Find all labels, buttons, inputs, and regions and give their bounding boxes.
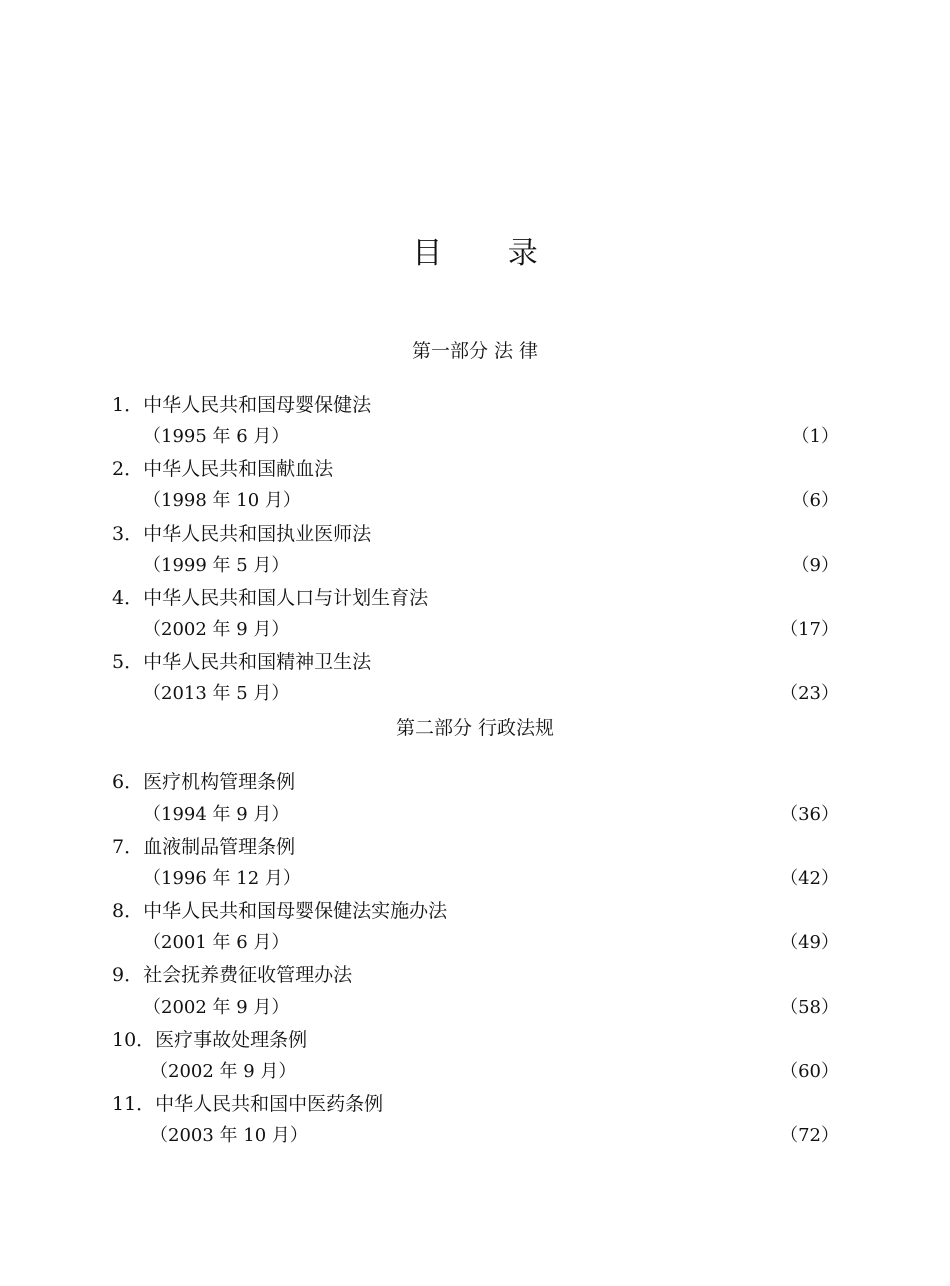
entry-date: （1995 年 6 月）	[143, 426, 290, 447]
entry-date: （2002 年 9 月）	[143, 619, 290, 640]
entry-page-number: （23）	[780, 683, 839, 704]
entry-title: 7．血液制品管理条例	[112, 836, 296, 858]
entry-page-number: （58）	[780, 997, 839, 1018]
entry-date: （2003 年 10 月）	[150, 1125, 308, 1146]
entry-page-number: （17）	[780, 619, 839, 640]
section-heading-regulations: 第二部分 行政法规	[395, 717, 555, 739]
entry-date: （1994 年 9 月）	[143, 804, 290, 825]
page-title: 目 录	[412, 236, 566, 271]
entry-title: 8．中华人民共和国母婴保健法实施办法	[112, 900, 448, 922]
entry-title: 1．中华人民共和国母婴保健法	[112, 394, 372, 416]
entry-page-number: （9）	[791, 555, 839, 576]
entry-date: （1998 年 10 月）	[143, 490, 301, 511]
entry-title: 9．社会抚养费征收管理办法	[112, 964, 353, 986]
entry-page-number: （36）	[780, 804, 839, 825]
entry-date: （2001 年 6 月）	[143, 932, 290, 953]
entry-page-number: （72）	[780, 1125, 839, 1146]
entry-title: 2．中华人民共和国献血法	[112, 458, 334, 480]
entry-date: （1999 年 5 月）	[143, 555, 290, 576]
entry-date: （1996 年 12 月）	[143, 868, 301, 889]
entry-title: 10．医疗事故处理条例	[112, 1029, 308, 1051]
entry-page-number: （1）	[791, 426, 839, 447]
entry-date: （2002 年 9 月）	[150, 1061, 297, 1082]
entry-title: 5．中华人民共和国精神卫生法	[112, 651, 372, 673]
entry-date: （2013 年 5 月）	[143, 683, 290, 704]
entry-page-number: （49）	[780, 932, 839, 953]
entry-page-number: （42）	[780, 868, 839, 889]
entry-page-number: （6）	[791, 490, 839, 511]
entry-title: 11．中华人民共和国中医药条例	[112, 1093, 384, 1115]
entry-date: （2002 年 9 月）	[143, 997, 290, 1018]
entry-title: 3．中华人民共和国执业医师法	[112, 523, 372, 545]
section-heading-laws: 第一部分 法 律	[411, 340, 539, 362]
entry-title: 6．医疗机构管理条例	[112, 771, 296, 793]
entry-page-number: （60）	[780, 1061, 839, 1082]
entry-title: 4．中华人民共和国人口与计划生育法	[112, 587, 429, 609]
